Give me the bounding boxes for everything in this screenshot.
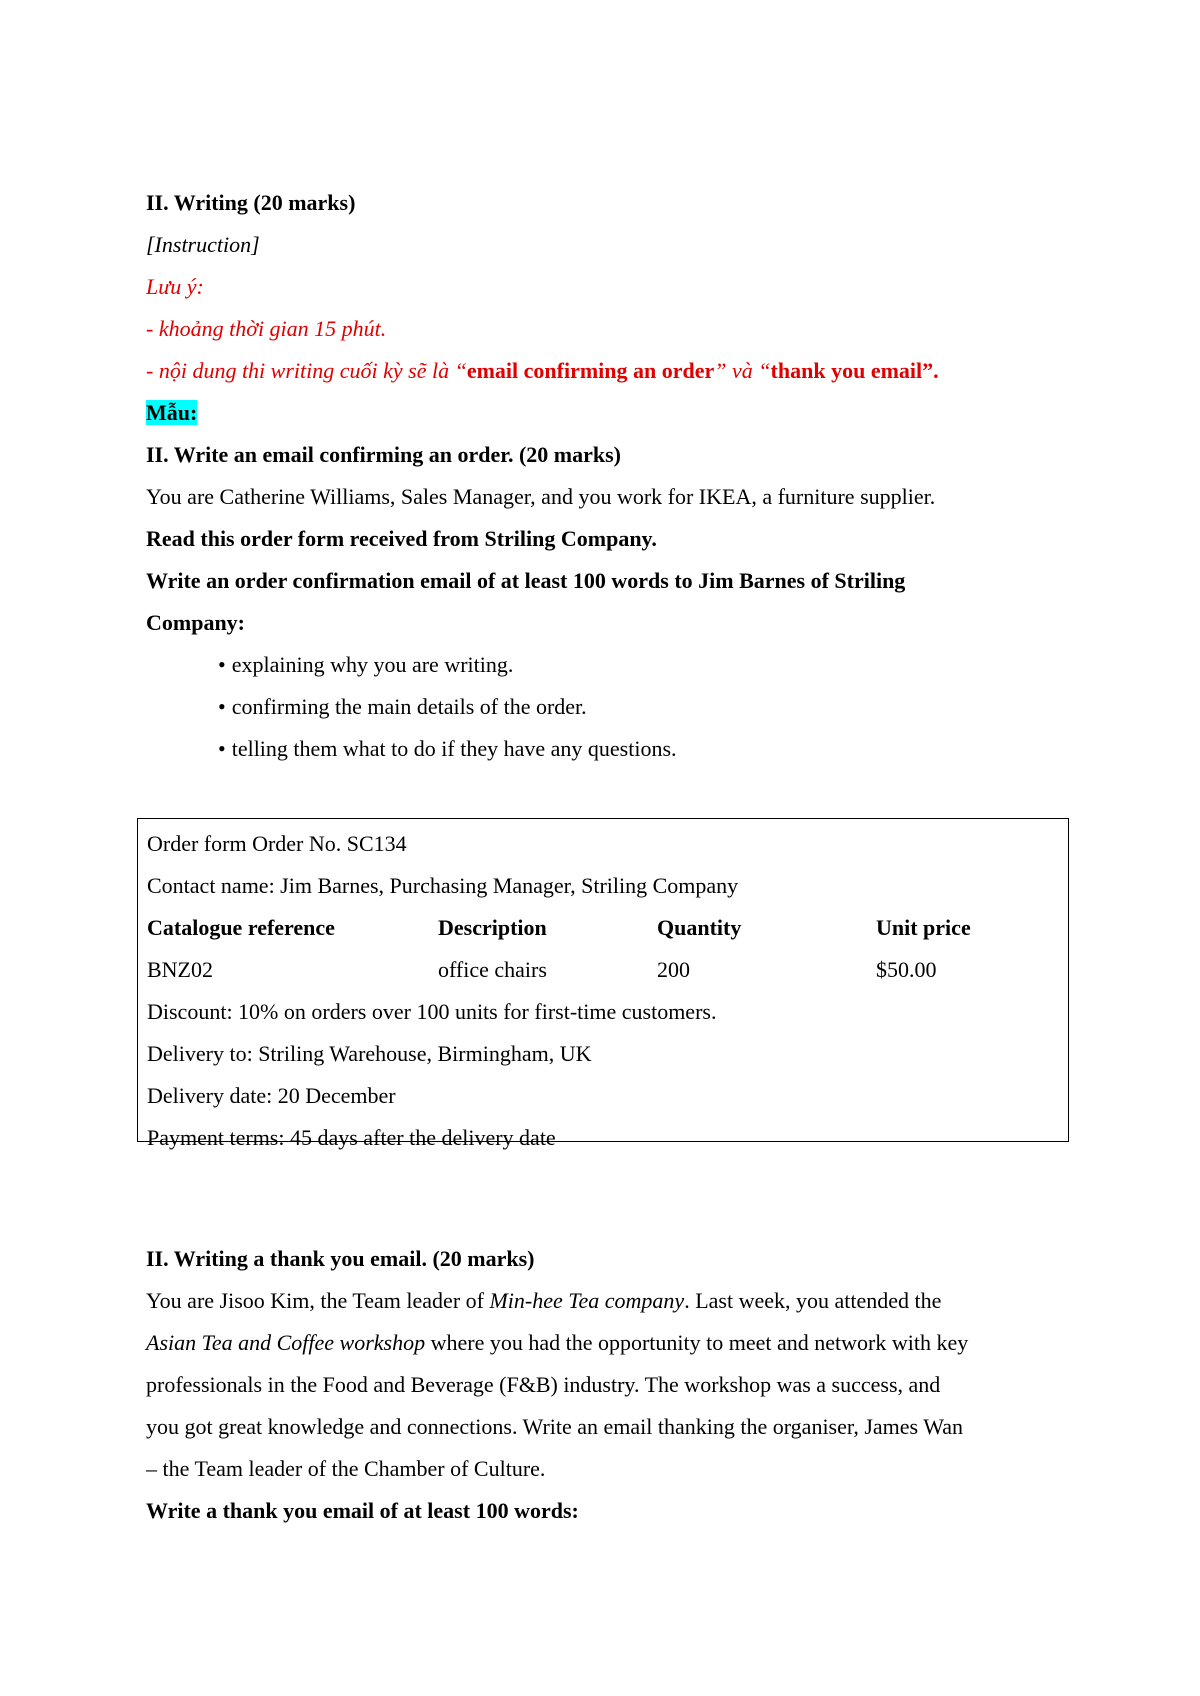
header-catalogue: Catalogue reference: [147, 915, 335, 940]
bullet-item: • telling them what to do if they have any questions.: [218, 736, 677, 761]
bullet-dot-icon: •: [218, 694, 226, 719]
company-name: Min-hee Tea company: [489, 1288, 685, 1313]
order-delivery-date: Delivery date: 20 December: [147, 1083, 396, 1108]
bullet-item: • explaining why you are writing.: [218, 652, 514, 677]
task2-line4: you got great knowledge and connections. Write an email thanking the organiser, James Wan: [146, 1414, 963, 1439]
header-quantity: Quantity: [657, 915, 742, 940]
header-description: Description: [438, 915, 547, 940]
task2-closing: Write a thank you email of at least 100 words:: [146, 1498, 579, 1523]
workshop-name: Asian Tea and Coffee workshop: [146, 1330, 426, 1355]
order-form-box: [137, 818, 1069, 1150]
section-2: [146, 1238, 1076, 1532]
task2-heading: II. Writing a thank you email. (20 marks): [146, 1246, 535, 1271]
task1-write-line1: Write an order confirmation email of at least 100 words to Jim Barnes of Striling: [146, 568, 906, 593]
order-payment: Payment terms: 45 days after the delivery date: [147, 1125, 556, 1150]
note-prefix: - nội dung thi writing cuối kỳ sẽ là “: [146, 358, 467, 383]
bullet-dot-icon: •: [218, 652, 226, 677]
order-delivery-to: Delivery to: Striling Warehouse, Birmingham, UK: [147, 1041, 592, 1066]
note-content: [146, 350, 1076, 392]
order-title: Order form Order No. SC134: [147, 831, 407, 856]
instruction-label: [Instruction]: [146, 232, 260, 257]
cell-description: office chairs: [438, 957, 547, 982]
order-item-row: [147, 949, 1068, 991]
cell-quantity: 200: [657, 957, 690, 982]
task1-heading: II. Write an email confirming an order. (20 marks): [146, 442, 622, 467]
task1-intro: You are Catherine Williams, Sales Manager, and you work for IKEA, a furniture supplier.: [146, 484, 936, 509]
task2-line5: – the Team leader of the Chamber of Culture.: [146, 1456, 546, 1481]
sample-label: Mẫu:: [146, 400, 198, 425]
note-email-2: thank you email: [770, 358, 923, 383]
note-email-1: email confirming an order: [466, 358, 715, 383]
cell-unit-price: $50.00: [876, 957, 937, 982]
task2-line2: Asian Tea and Coffee workshop where you had the opportunity to meet and network with key: [146, 1330, 969, 1355]
order-contact: Contact name: Jim Barnes, Purchasing Manager, Striling Company: [147, 873, 739, 898]
task2-line3: professionals in the Food and Beverage (F&B) industry. The workshop was a success, and: [146, 1372, 941, 1397]
bullet-item: • confirming the main details of the order.: [218, 694, 587, 719]
note-end: ”.: [922, 358, 939, 383]
task1-write-line2: Company:: [146, 610, 246, 635]
bullet-dot-icon: •: [218, 736, 226, 761]
note-mid: ” và “: [714, 358, 771, 383]
order-header-row: [147, 907, 1068, 949]
section-1: [146, 182, 1076, 770]
order-discount: Discount: 10% on orders over 100 units for first-time customers.: [147, 999, 717, 1024]
task2-line1: You are Jisoo Kim, the Team leader of Min-hee Tea company. Last week, you attended the: [146, 1288, 942, 1313]
note-time: - khoảng thời gian 15 phút.: [146, 316, 387, 341]
header-unit-price: Unit price: [876, 915, 971, 940]
writing-heading: II. Writing (20 marks): [146, 190, 356, 215]
task1-read: Read this order form received from Striling Company.: [146, 526, 657, 551]
note-label: Lưu ý:: [146, 274, 204, 299]
cell-catalogue: BNZ02: [147, 957, 213, 982]
